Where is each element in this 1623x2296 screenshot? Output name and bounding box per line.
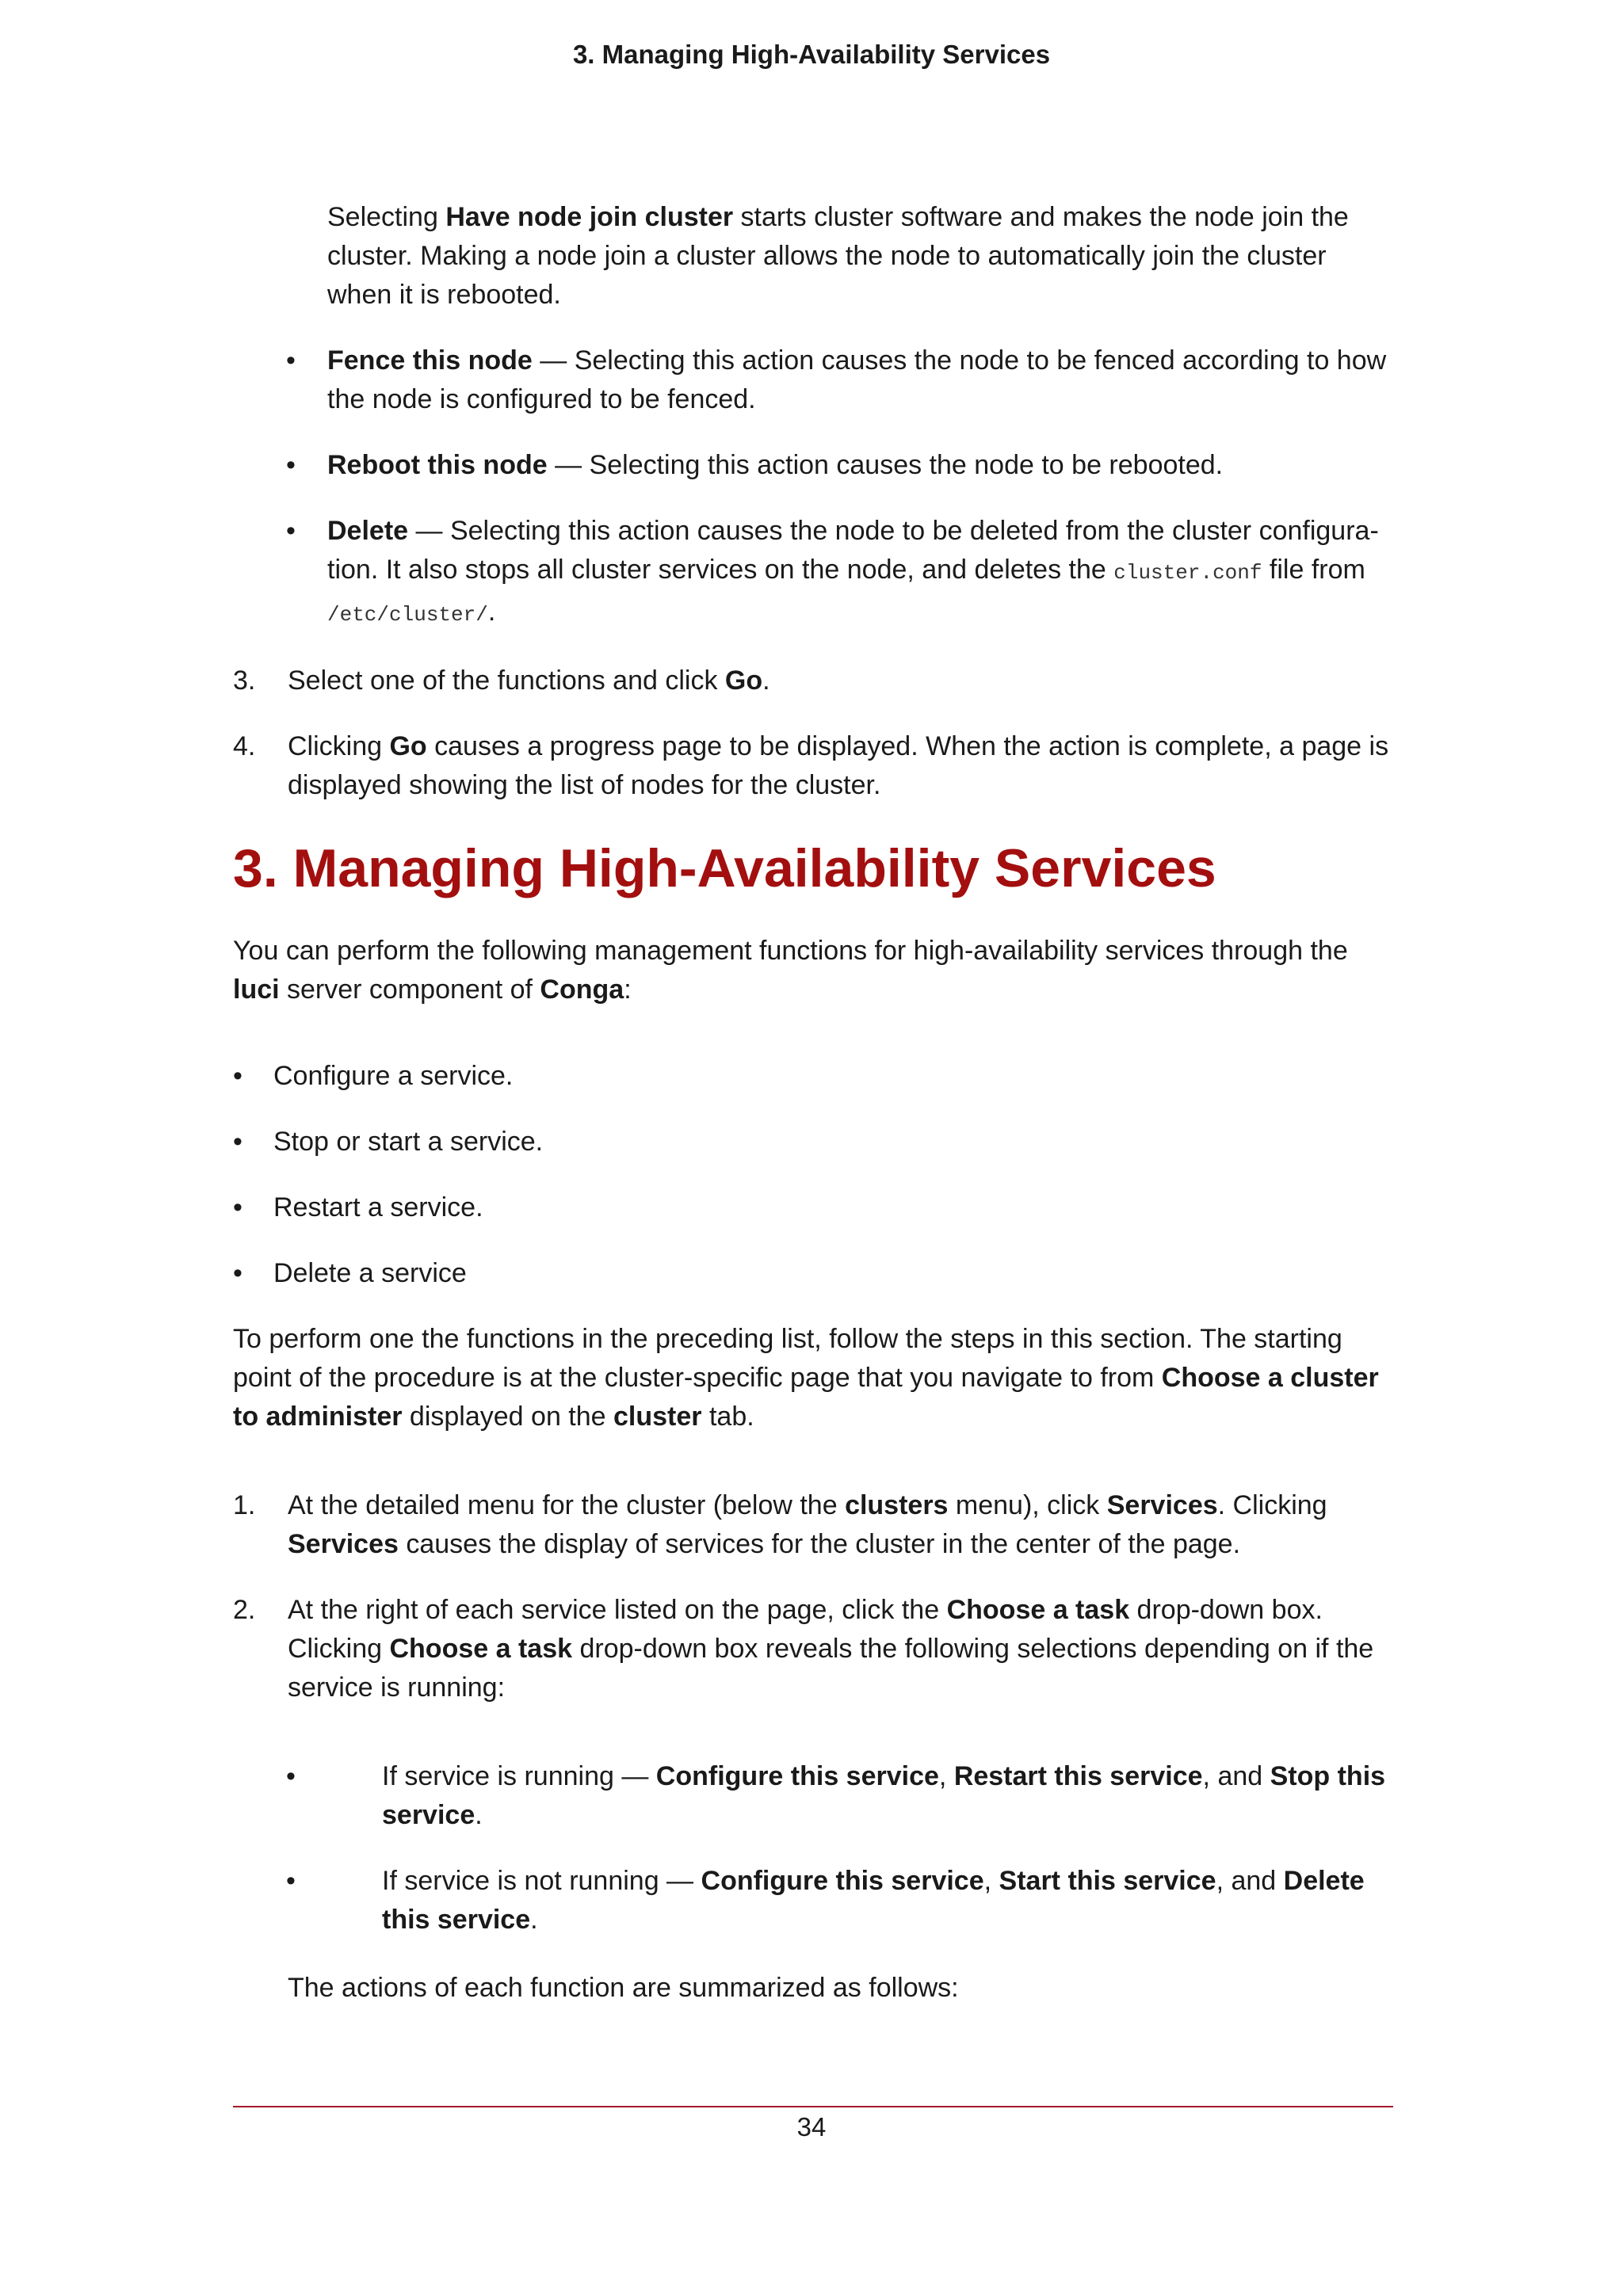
top-steps-list — [233, 662, 1394, 805]
list-item: • If service is running — Configure this service, Restart this service, and Stop this service. — [286, 1761, 1386, 1830]
list-item: 3. Select one of the functions and click Go. — [233, 666, 770, 696]
page-number: 34 — [796, 2112, 827, 2142]
section-title: 3. Managing High-Availability Services — [233, 838, 1216, 898]
intro-paragraph: Selecting Have node join cluster starts cluster software and makes the node join the cluster. Making a node join a cluster allows the node to automatically join the cluster when it is rebooted. — [327, 202, 1349, 310]
node-actions-list — [286, 341, 1394, 635]
list-item: 4. Clicking Go causes a progress page to be displayed. When the action is complete, a page is displayed showing the list of nodes for the cluster. — [233, 731, 1389, 800]
list-item: • If service is not running — Configure this service, Start this service, and Delete this service. — [286, 1866, 1365, 1935]
list-item: • Delete a service — [233, 1258, 467, 1288]
list-item: • Stop or start a service. — [233, 1127, 544, 1157]
footer-rule — [233, 2106, 1393, 2107]
summary-paragraph: The actions of each function are summarized as follows: — [288, 1973, 959, 2003]
list-item: • Restart a service. — [233, 1192, 483, 1222]
list-item: • Configure a service. — [233, 1061, 514, 1091]
service-steps-list — [233, 1486, 1394, 2008]
running-header: 3. Managing High-Availability Services — [572, 40, 1051, 69]
list-item: 2. At the right of each service listed on the page, click the Choose a task drop-down box. Clicking Choose a task drop-down box reveals the following selections depending on if the service is running: • If service is running — Configure this service, Restart this service, and Stop this service. • If service is not running — Configure this service, Start this service, and Delete this service. The actions of each function are summarized as follows: — [233, 1591, 1394, 2008]
procedure-paragraph: To perform one the functions in the preceding list, follow the steps in this section. The starting point of the procedure is at the cluster-specific page that you navigate to from Choose a cluster to administer displayed on the cluster tab. — [233, 1324, 1379, 1432]
section-intro: You can perform the following management functions for high-availability services through the luci server component of Conga: — [233, 936, 1348, 1005]
list-item: • Delete — Selecting this action causes the node to be deleted from the cluster configura-tion. It also stops all cluster services on the node, and deletes the cluster.conf file from /etc/cluster/. — [286, 516, 1379, 627]
service-state-list — [286, 1757, 1394, 1939]
list-item: • Reboot this node — Selecting this action causes the node to be rebooted. — [286, 450, 1224, 480]
page-content — [233, 198, 1394, 2008]
list-item: 1. At the detailed menu for the cluster (below the clusters menu), click Services. Clicking Services causes the display of services for the cluster in the center of the page. — [233, 1490, 1327, 1559]
list-item: • Fence this node — Selecting this action causes the node to be fenced according to how the node is configured to be fenced. — [286, 345, 1387, 414]
functions-list — [233, 1057, 1394, 1293]
